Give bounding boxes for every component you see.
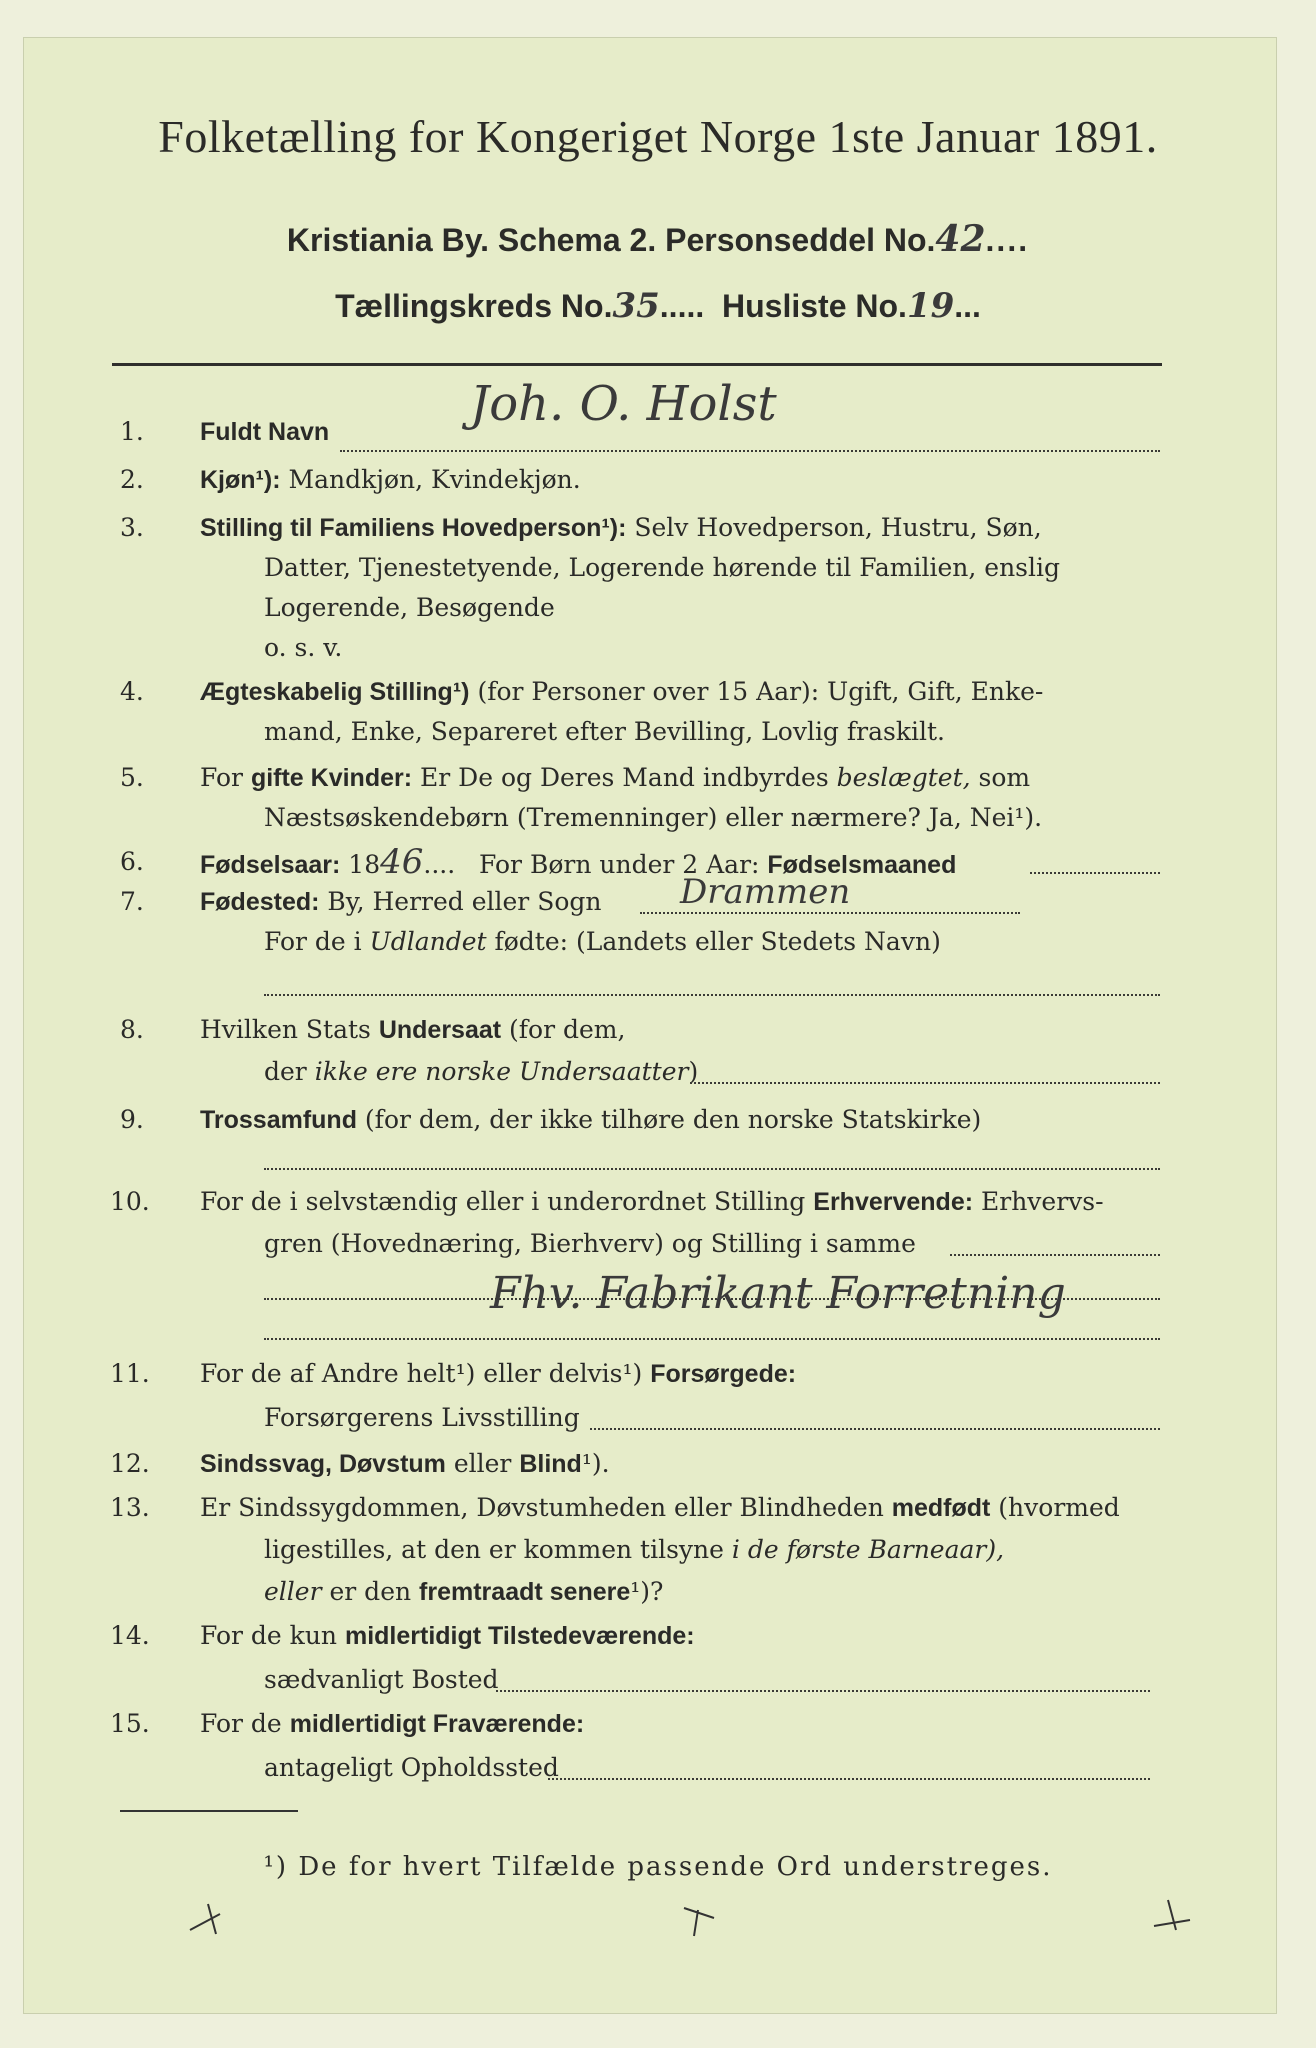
item-label: Trossamfund bbox=[200, 1106, 357, 1134]
item-label: Fødselsmaaned bbox=[767, 851, 957, 879]
item-text: ligestilles, at den er kommen tilsyne bbox=[264, 1535, 732, 1564]
item-label: Ægteskabelig Stilling¹) bbox=[200, 678, 470, 706]
form-title: Folketælling for Kongeriget Norge 1ste Januar 1891. bbox=[158, 111, 1158, 162]
item-line bbox=[200, 1616, 695, 1656]
item-line: Fødselsaar: 1846.... For Børn under 2 Aar: Fødselsmaaned bbox=[200, 842, 957, 882]
fill-line bbox=[496, 1690, 1150, 1692]
fill-line bbox=[264, 994, 1160, 996]
item-text: er den bbox=[321, 1577, 420, 1606]
item-label: Forsørgede: bbox=[650, 1360, 797, 1388]
header-divider bbox=[112, 363, 1162, 366]
item-text: (for dem, bbox=[501, 1015, 626, 1044]
item-label: Erhvervende: bbox=[813, 1188, 974, 1216]
item-3-cont3: o. s. v. bbox=[264, 633, 343, 662]
item-text: Erhvervs- bbox=[973, 1187, 1104, 1216]
birth-year-value: 46 bbox=[380, 842, 424, 882]
item-line bbox=[200, 1488, 1120, 1528]
corner-mark-left bbox=[186, 1900, 226, 1936]
item-14-cont1: sædvanligt Bosted bbox=[264, 1665, 499, 1694]
item-number: 2. bbox=[120, 465, 144, 494]
item-text-italic: beslægtet, bbox=[836, 763, 971, 792]
item-text: fødte: (Landets eller Stedets Navn) bbox=[486, 927, 941, 956]
item-label: midlertidigt Tilstedeværende: bbox=[344, 1622, 695, 1650]
form-subtitle-line1: Kristiania By. Schema 2. Personseddel No.42.... bbox=[286, 218, 1030, 260]
item-5-cont1: Næstsøskendebørn (Tremenninger) eller nærmere? Ja, Nei¹). bbox=[264, 803, 1043, 832]
item-8-cont1 bbox=[264, 1052, 698, 1092]
husliste-number: 19 bbox=[906, 286, 955, 326]
item-number: 9. bbox=[120, 1105, 144, 1134]
item-text: Er De og Deres Mand indbyrdes bbox=[420, 763, 837, 792]
item-text: For de bbox=[200, 1709, 290, 1738]
item-text: Selv Hovedperson, Hustru, Søn, bbox=[634, 513, 1042, 542]
item-label: Sindssvag, Døvstum bbox=[200, 1450, 446, 1478]
item-text: (hvormed bbox=[990, 1493, 1120, 1522]
item-text: By, Herred eller Sogn bbox=[319, 887, 602, 916]
item-line bbox=[200, 1354, 796, 1394]
fill-line bbox=[640, 912, 1020, 914]
item-number: 5. bbox=[120, 763, 144, 792]
fill-line bbox=[950, 1254, 1160, 1256]
item-11-cont1: Forsørgerens Livsstilling bbox=[264, 1403, 580, 1432]
item-number: 6. bbox=[120, 847, 144, 876]
item-label: fremtraadt senere bbox=[419, 1578, 631, 1606]
item-text: Hvilken Stats bbox=[200, 1015, 379, 1044]
husliste-label: Husliste No. bbox=[722, 288, 907, 324]
footnote-divider bbox=[120, 1810, 298, 1812]
item-text: ¹)? bbox=[630, 1577, 664, 1606]
item-3-cont1: Datter, Tjenestetyende, Logerende hørende til Familien, enslig bbox=[264, 553, 1061, 582]
item-line bbox=[200, 1444, 610, 1484]
fill-line bbox=[264, 1168, 1160, 1170]
taellingskreds-label: Tællingskreds No. bbox=[335, 288, 613, 324]
item-text: For de i selvstændig eller i underordnet Stilling bbox=[200, 1187, 814, 1216]
item-7-cont1 bbox=[264, 922, 941, 962]
full-name-value: Joh. O. Holst bbox=[470, 376, 777, 432]
item-label: Fødselsaar: bbox=[200, 851, 341, 879]
item-number: 8. bbox=[120, 1015, 144, 1044]
item-text: (for Personer over 15 Aar): Ugift, Gift, Enke- bbox=[477, 677, 1044, 706]
item-text: For bbox=[200, 763, 251, 792]
item-number: 11. bbox=[110, 1359, 150, 1388]
item-text: (for dem, der ikke tilhøre den norske Statskirke) bbox=[356, 1105, 982, 1134]
item-label: gifte Kvinder: bbox=[250, 764, 413, 792]
item-line bbox=[200, 758, 1030, 798]
center-mark bbox=[680, 1900, 720, 1940]
fill-line bbox=[548, 1778, 1150, 1780]
fill-line bbox=[264, 1338, 1160, 1340]
item-text: For de i bbox=[264, 927, 370, 956]
item-number: 1. bbox=[120, 417, 144, 446]
corner-mark-right bbox=[1150, 1896, 1194, 1936]
item-text: For de af Andre helt¹) eller delvis¹) bbox=[200, 1359, 651, 1388]
item-line bbox=[200, 882, 601, 922]
item-10-cont1: gren (Hovednæring, Bierhverv) og Stilling i samme bbox=[264, 1229, 916, 1258]
item-line bbox=[200, 508, 1042, 548]
item-number: 4. bbox=[120, 677, 144, 706]
item-number: 15. bbox=[110, 1709, 150, 1738]
item-text: For de kun bbox=[200, 1621, 345, 1650]
personseddel-label: Kristiania By. Schema 2. Personseddel No. bbox=[286, 222, 936, 258]
item-text-italic: eller bbox=[264, 1577, 322, 1606]
item-label: Fødested: bbox=[200, 888, 320, 916]
item-number: 7. bbox=[120, 887, 144, 916]
item-15-cont1: antageligt Opholdssted bbox=[264, 1753, 559, 1782]
item-text: der bbox=[264, 1057, 315, 1086]
birthplace-value: Drammen bbox=[680, 872, 851, 912]
footnote: ¹) De for hvert Tilfælde passende Ord understreges. bbox=[263, 1852, 1053, 1882]
item-text: For Børn under 2 Aar: bbox=[479, 850, 768, 879]
form-subtitle-line2: Tællingskreds No.35..... Husliste No.19... bbox=[335, 286, 981, 326]
item-number: 12. bbox=[110, 1449, 150, 1478]
occupation-value: Fhv. Fabrikant Forretning bbox=[490, 1268, 1066, 1319]
item-text: ) bbox=[688, 1057, 699, 1086]
item-line bbox=[200, 1704, 584, 1744]
personseddel-number: 42 bbox=[935, 218, 986, 260]
item-line bbox=[200, 1100, 981, 1140]
item-line bbox=[200, 460, 581, 500]
item-text: eller bbox=[445, 1449, 520, 1478]
item-text: ¹). bbox=[581, 1449, 610, 1478]
item-3-cont2: Logerende, Besøgende bbox=[264, 593, 555, 622]
item-number: 14. bbox=[110, 1621, 150, 1650]
item-13-cont1 bbox=[264, 1530, 1004, 1570]
item-4-cont1: mand, Enke, Separeret efter Bevilling, Lovlig fraskilt. bbox=[264, 717, 945, 746]
fill-line bbox=[340, 450, 1160, 452]
item-label: midlertidigt Fraværende: bbox=[289, 1710, 585, 1738]
item-label: Blind bbox=[519, 1450, 582, 1478]
item-line bbox=[200, 1182, 1104, 1222]
fill-line bbox=[690, 1082, 1160, 1084]
item-label: Stilling til Familiens Hovedperson¹): bbox=[200, 514, 627, 542]
item-13-cont2 bbox=[264, 1572, 663, 1612]
item-line bbox=[200, 672, 1043, 712]
item-text: Mandkjøn, Kvindekjøn. bbox=[288, 465, 581, 494]
item-line bbox=[200, 1010, 625, 1050]
item-text-italic: ikke ere norske Undersaatter bbox=[314, 1057, 689, 1086]
taellingskreds-number: 35 bbox=[612, 286, 660, 326]
item-number: 10. bbox=[110, 1187, 150, 1216]
item-text-italic: Udlandet bbox=[369, 927, 487, 956]
fill-line bbox=[1030, 872, 1160, 874]
item-label: medfødt bbox=[891, 1494, 991, 1522]
item-text: Er Sindssygdommen, Døvstumheden eller Blindheden bbox=[200, 1493, 892, 1522]
item-number: 3. bbox=[120, 513, 144, 542]
fill-line bbox=[590, 1428, 1160, 1430]
item-label: Fuldt Navn bbox=[200, 418, 330, 446]
item-text: som bbox=[970, 763, 1031, 792]
item-label: Undersaat bbox=[378, 1016, 502, 1044]
item-text: 18 bbox=[340, 850, 381, 879]
item-label: Kjøn¹): bbox=[200, 466, 281, 494]
item-text-italic: i de første Barneaar), bbox=[731, 1535, 1005, 1564]
item-number: 13. bbox=[110, 1493, 150, 1522]
